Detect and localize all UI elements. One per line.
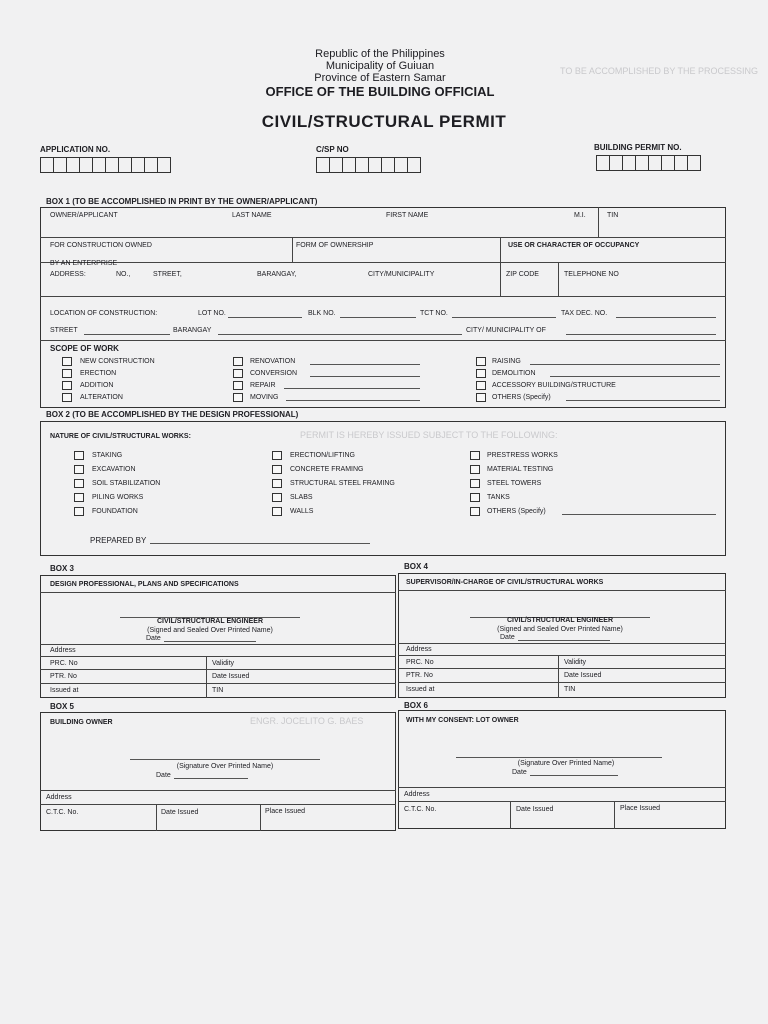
scope-conversion: CONVERSION (250, 370, 298, 377)
checkbox-slabs[interactable] (272, 493, 282, 502)
box6-date-issued-label: Date Issued (516, 806, 554, 813)
box4-prc-label: PRC. No (406, 659, 434, 666)
building-permit-no-label: BUILDING PERMIT NO. (594, 143, 682, 152)
box4-title: SUPERVISOR/IN-CHARGE OF CIVIL/STRUCTURAL WORKS (406, 579, 604, 586)
telephone-label: TELEPHONE NO (564, 271, 619, 278)
box6-date-label: Date (512, 769, 527, 776)
box6-address-label: Address (404, 791, 430, 798)
work-prestress-works: PRESTRESS WORKS (487, 452, 558, 459)
checkbox-new-construction[interactable] (62, 357, 72, 366)
box4-date-field[interactable] (518, 640, 610, 641)
work-excavation: EXCAVATION (92, 466, 136, 473)
box6-date-field[interactable] (530, 775, 618, 776)
checkbox-piling-works[interactable] (74, 493, 84, 502)
address-city-label: CITY/MUNICIPALITY (368, 271, 435, 278)
checkbox-others-works[interactable] (470, 507, 480, 516)
bleed-through-text: ENGR. JOCELITO G. BAES (250, 716, 364, 726)
scope-raising: RAISING (492, 358, 521, 365)
box4-label: BOX 4 (404, 562, 429, 571)
scope-addition: ADDITION (80, 382, 114, 389)
box4-ptr-label: PTR. No (406, 672, 433, 679)
last-name-label: LAST NAME (232, 212, 272, 219)
scope-others: OTHERS (Specify) (492, 394, 551, 401)
work-foundation: FOUNDATION (92, 508, 138, 515)
box4-signed-label: (Signed and Sealed Over Printed Name) (497, 626, 623, 633)
checkbox-steel-towers[interactable] (470, 479, 480, 488)
box4-date-label: Date (500, 634, 515, 641)
address-barangay-label: BARANGAY, (257, 271, 297, 278)
scope-alteration: ALTERATION (80, 394, 123, 401)
box4-frame (398, 573, 726, 698)
city-of-label: CITY/ MUNICIPALITY OF (466, 327, 546, 334)
box6-ctc-label: C.T.C. No. (404, 806, 437, 813)
enterprise-label: BY AN ENTERPRISE (50, 260, 118, 267)
checkbox-tanks[interactable] (470, 493, 480, 502)
checkbox-addition[interactable] (62, 381, 72, 390)
tct-no-label: TCT NO. (420, 310, 448, 317)
box4-address-label: Address (406, 646, 432, 653)
application-no-label: APPLICATION NO. (40, 145, 111, 154)
box5-ctc-label: C.T.C. No. (46, 809, 79, 816)
box5-date-field[interactable] (174, 778, 248, 779)
box5-title: BUILDING OWNER (50, 719, 113, 726)
page-title: CIVIL/STRUCTURAL PERMIT (261, 112, 507, 131)
box5-frame (40, 712, 396, 831)
blk-no-label: BLK NO. (308, 310, 336, 317)
repair-field[interactable] (284, 388, 420, 389)
box4-date-issued-label: Date Issued (564, 672, 602, 679)
nature-of-works-title: NATURE OF CIVIL/STRUCTURAL WORKS: (50, 433, 191, 440)
address-no-label: NO., (116, 271, 131, 278)
others-field[interactable] (566, 400, 720, 401)
box3-signed-label: (Signed and Sealed Over Printed Name) (147, 627, 273, 634)
box4-validity-label: Validity (564, 659, 587, 666)
bleed-through-text: PERMIT IS HEREBY ISSUED SUBJECT TO THE FOLLOWING: (300, 430, 558, 440)
prepared-by-label: PREPARED BY (90, 536, 147, 545)
work-tanks: TANKS (487, 494, 510, 501)
box5-signature-field[interactable] (130, 759, 320, 760)
construction-owned-label: FOR CONSTRUCTION OWNED (50, 242, 152, 249)
work-slabs: SLABS (290, 494, 313, 501)
checkbox-walls[interactable] (272, 507, 282, 516)
building-permit-no-field[interactable] (596, 155, 700, 171)
box3-prc-label: PRC. No (50, 660, 78, 667)
box5-date-issued-label: Date Issued (161, 809, 199, 816)
box6-signature-label: (Signature Over Printed Name) (517, 760, 615, 767)
header-office: OFFICE OF THE BUILDING OFFICIAL (265, 84, 495, 99)
barangay-label: BARANGAY (173, 327, 212, 334)
middle-initial-label: M.I. (574, 212, 586, 219)
scope-accessory-building: ACCESSORY BUILDING/STRUCTURE (492, 382, 616, 389)
zip-code-label: ZIP CODE (506, 271, 539, 278)
work-others: OTHERS (Specify) (487, 508, 546, 515)
header-municipality: Municipality of Guiuan (325, 60, 435, 72)
prepared-by-field[interactable] (150, 543, 370, 544)
work-erection-lifting: ERECTION/LIFTING (290, 452, 355, 459)
checkbox-foundation[interactable] (74, 507, 84, 516)
scope-repair: REPAIR (250, 382, 276, 389)
checkbox-others[interactable] (476, 393, 486, 402)
box6-title: WITH MY CONSENT: LOT OWNER (406, 717, 519, 724)
address-street-label: STREET, (153, 271, 182, 278)
work-walls: WALLS (290, 508, 314, 515)
demolition-field[interactable] (550, 376, 720, 377)
box2-heading: BOX 2 (TO BE ACCOMPLISHED BY THE DESIGN PROFESSIONAL) (46, 410, 299, 419)
box5-label: BOX 5 (50, 702, 75, 711)
checkbox-alteration[interactable] (62, 393, 72, 402)
work-soil-stabilization: SOIL STABILIZATION (92, 480, 161, 487)
box5-date-label: Date (156, 772, 171, 779)
checkbox-renovation[interactable] (233, 357, 243, 366)
owner-applicant-label: OWNER/APPLICANT (50, 212, 118, 219)
box6-place-issued-label: Place Issued (620, 805, 661, 812)
work-material-testing: MATERIAL TESTING (487, 466, 554, 473)
work-concrete-framing: CONCRETE FRAMING (290, 466, 364, 473)
bleed-through-text: TO BE ACCOMPLISHED BY THE PROCESSING (560, 66, 759, 76)
checkbox-erection[interactable] (62, 369, 72, 378)
address-label: ADDRESS: (50, 271, 86, 278)
box6-label: BOX 6 (404, 701, 429, 710)
barangay-field[interactable] (218, 334, 462, 335)
work-piling-works: PILING WORKS (92, 494, 144, 501)
box4-issued-at-label: Issued at (406, 686, 435, 693)
city-field[interactable] (566, 334, 716, 335)
box3-engineer-label: CIVIL/STRUCTURAL ENGINEER (156, 618, 264, 625)
street-field[interactable] (84, 334, 170, 335)
first-name-label: FIRST NAME (386, 212, 429, 219)
tct-no-field[interactable] (452, 317, 556, 318)
tax-dec-label: TAX DEC. NO. (561, 310, 608, 317)
checkbox-structural-steel-framing[interactable] (272, 479, 282, 488)
header-province: Province of Eastern Samar (314, 72, 446, 84)
checkbox-moving[interactable] (233, 393, 243, 402)
renovation-field[interactable] (310, 364, 420, 365)
box5-place-issued-label: Place Issued (265, 808, 306, 815)
checkbox-conversion[interactable] (233, 369, 243, 378)
scope-demolition: DEMOLITION (492, 370, 536, 377)
scope-new-construction: NEW CONSTRUCTION (80, 358, 155, 365)
tin-label: TIN (607, 212, 619, 219)
csp-no-field[interactable] (316, 157, 420, 173)
csp-no-label: C/SP NO (316, 145, 349, 154)
box3-tin-label: TIN (212, 687, 224, 694)
box4-tin-label: TIN (564, 686, 576, 693)
checkbox-concrete-framing[interactable] (272, 465, 282, 474)
street-label: STREET (50, 327, 78, 334)
moving-field[interactable] (286, 400, 420, 401)
checkbox-raising[interactable] (476, 357, 486, 366)
box4-engineer-label: CIVIL/STRUCTURAL ENGINEER (506, 617, 614, 624)
work-structural-steel-framing: STRUCTURAL STEEL FRAMING (290, 480, 395, 487)
scope-moving: MOVING (250, 394, 279, 401)
box3-date-label: Date (146, 635, 161, 642)
box5-signature-label: (Signature Over Printed Name) (176, 763, 274, 770)
box3-label: BOX 3 (50, 564, 75, 573)
checkbox-material-testing[interactable] (470, 465, 480, 474)
scope-renovation: RENOVATION (250, 358, 296, 365)
box3-title: DESIGN PROFESSIONAL, PLANS AND SPECIFICATIONS (50, 581, 239, 588)
box3-ptr-label: PTR. No (50, 673, 77, 680)
checkbox-erection-lifting[interactable] (272, 451, 282, 460)
scope-of-work-title: SCOPE OF WORK (50, 344, 119, 353)
checkbox-accessory-building[interactable] (476, 381, 486, 390)
box3-issued-at-label: Issued at (50, 687, 79, 694)
box6-frame (398, 710, 726, 829)
checkbox-prestress-works[interactable] (470, 451, 480, 460)
form-of-ownership-label: FORM OF OWNERSHIP (296, 242, 374, 249)
application-no-field[interactable] (40, 157, 170, 173)
box5-address-label: Address (46, 794, 72, 801)
checkbox-staking[interactable] (74, 451, 84, 460)
box3-address-label: Address (50, 647, 76, 654)
tax-dec-field[interactable] (616, 317, 716, 318)
box1-heading: BOX 1 (TO BE ACCOMPLISHED IN PRINT BY THE OWNER/APPLICANT) (46, 197, 318, 206)
raising-field[interactable] (530, 364, 720, 365)
location-label: LOCATION OF CONSTRUCTION: (50, 310, 158, 317)
box3-validity-label: Validity (212, 660, 235, 667)
checkbox-soil-stabilization[interactable] (74, 479, 84, 488)
work-staking: STAKING (92, 452, 123, 459)
box3-date-issued-label: Date Issued (212, 673, 250, 680)
lot-no-field[interactable] (228, 317, 302, 318)
checkbox-demolition[interactable] (476, 369, 486, 378)
lot-no-label: LOT NO. (198, 310, 226, 317)
conversion-field[interactable] (310, 376, 420, 377)
scope-erection: ERECTION (80, 370, 117, 377)
box3-date-field[interactable] (164, 641, 256, 642)
checkbox-excavation[interactable] (74, 465, 84, 474)
use-of-occupancy-label: USE OR CHARACTER OF OCCUPANCY (508, 242, 640, 249)
checkbox-repair[interactable] (233, 381, 243, 390)
blk-no-field[interactable] (340, 317, 416, 318)
box6-signature-field[interactable] (456, 757, 662, 758)
work-steel-towers: STEEL TOWERS (487, 480, 542, 487)
header-republic: Republic of the Philippines (315, 48, 445, 60)
others-works-field[interactable] (562, 514, 716, 515)
